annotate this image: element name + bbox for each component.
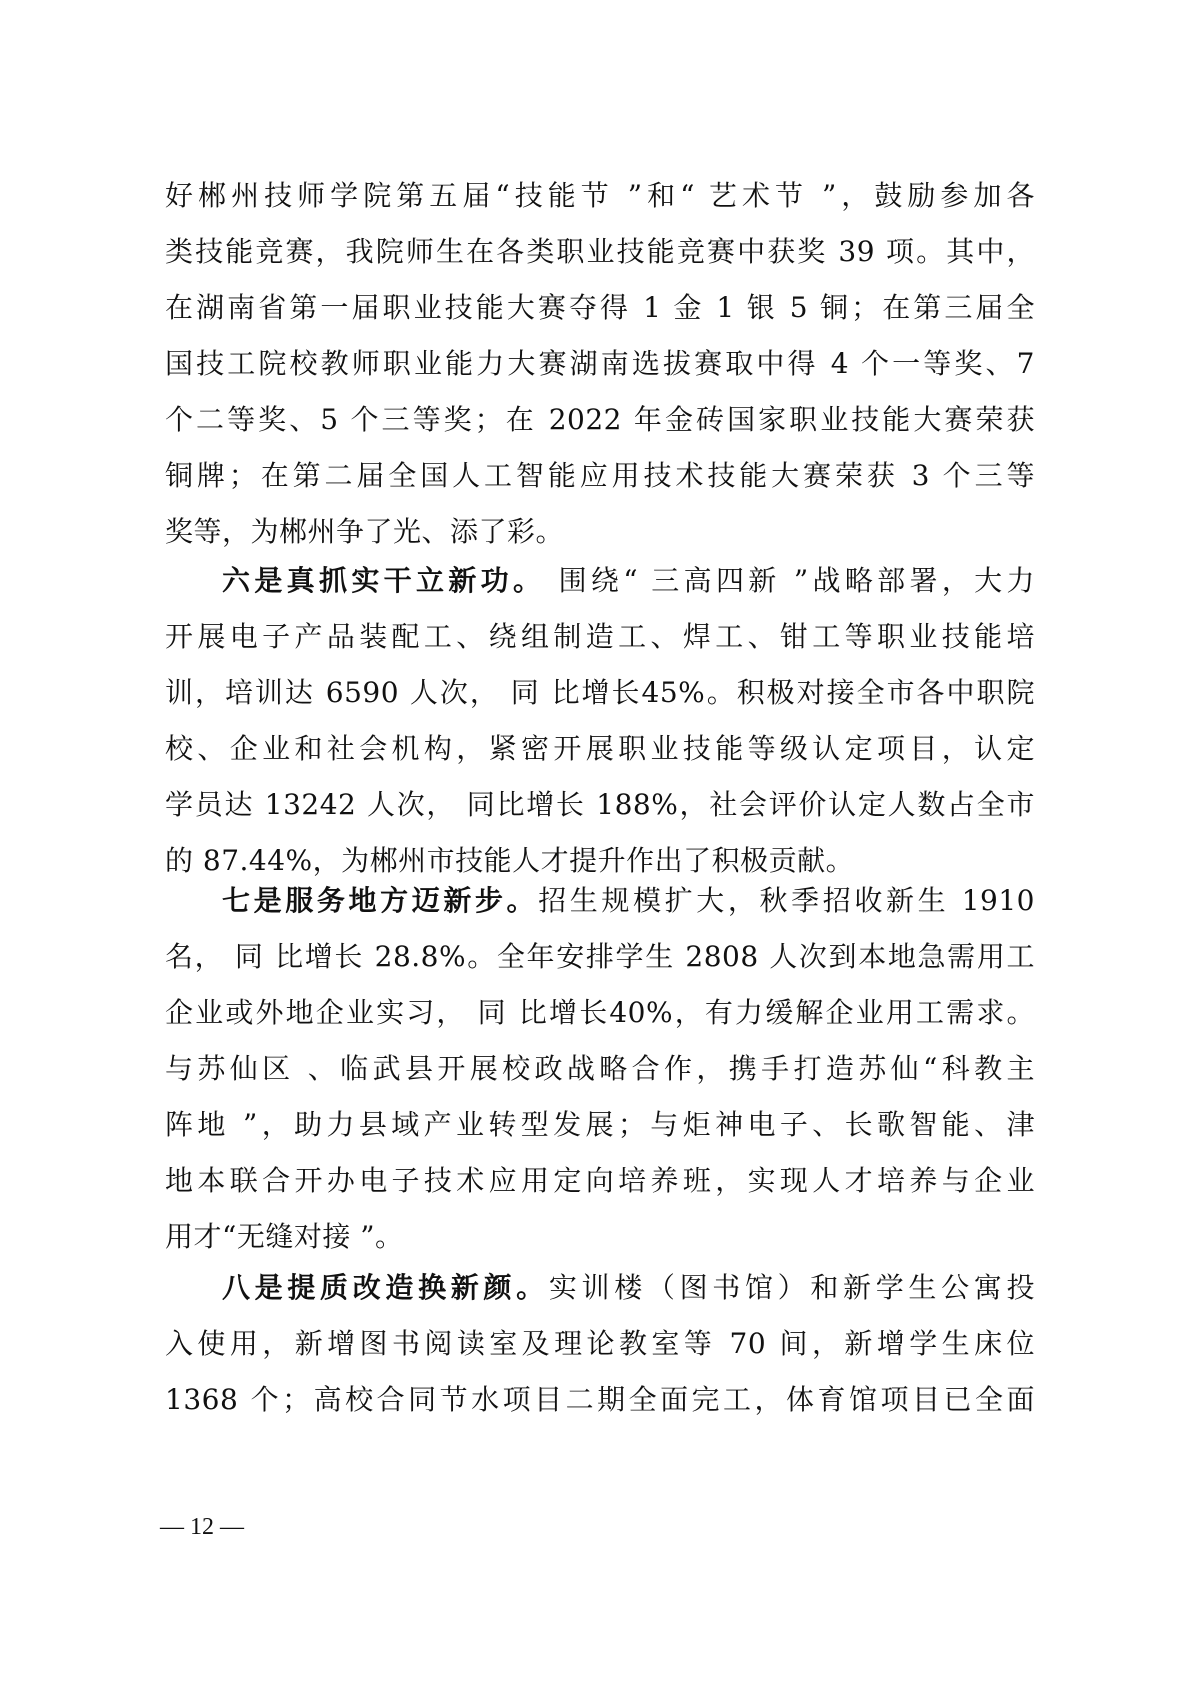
paragraph-six: [165, 553, 1035, 889]
text-line: 铜牌；在第二届全国人工智能应用技术技能大赛荣获 3 个三等: [165, 459, 1035, 492]
text-line: 奖等，为郴州争了光、添了彩。: [165, 515, 565, 548]
page-number: — 12 —: [160, 1514, 244, 1540]
text-line: 名， 同 比增长 28.8%。全年安排学生 2808 人次到本地急需用工: [165, 940, 1035, 973]
text-line: 开展电子产品装配工、绕组制造工、焊工、钳工等职业技能培: [165, 620, 1035, 653]
paragraph-seven: [165, 873, 1035, 1265]
text-line: [165, 873, 1035, 929]
text-line: 在湖南省第一届职业技能大赛夺得 1 金 1 银 5 铜；在第三届全: [165, 291, 1035, 324]
text-line: 阵地 ”，助力县域产业转型发展；与炬神电子、长歌智能、津: [165, 1108, 1035, 1141]
text-line: 1368 个；高校合同节水项目二期全面完工，体育馆项目已全面: [165, 1383, 1035, 1416]
text-line: 国技工院校教师职业能力大赛湖南选拔赛取中得 4 个一等奖、7: [165, 347, 1035, 380]
paragraph-first-line: 实训楼（图书馆）和新学生公寓投: [548, 1271, 1035, 1304]
text-line: 的 87.44%，为郴州市技能人才提升作出了积极贡献。: [165, 844, 855, 877]
text-line: 用才“无缝对接 ”。: [165, 1220, 404, 1253]
text-line: 训，培训达 6590 人次， 同 比增长45%。积极对接全市各中职院: [165, 676, 1035, 709]
text-line: 地本联合开办电子技术应用定向培养班，实现人才培养与企业: [165, 1164, 1035, 1197]
paragraph-first-line: 招生规模扩大，秋季招收新生 1910: [538, 884, 1035, 917]
text-line: [165, 1260, 1035, 1316]
text-line: [165, 553, 1035, 609]
paragraph-first-line: 围绕“ 三高四新 ”战略部署，大力: [558, 564, 1035, 597]
text-line: 学员达 13242 人次， 同比增长 188%，社会评价认定人数占全市: [165, 788, 1035, 821]
text-line: 好郴州技师学院第五届“技能节 ”和“ 艺术节 ”，鼓励参加各: [165, 179, 1035, 212]
text-line: 与苏仙区 、临武县开展校政战略合作，携手打造苏仙“科教主: [165, 1052, 1035, 1085]
text-line: 入使用，新增图书阅读室及理论教室等 70 间，新增学生床位: [165, 1327, 1035, 1360]
paragraph-lead: 六是真抓实干立新功。: [222, 564, 546, 597]
text-line: 校、企业和社会机构，紧密开展职业技能等级认定项目，认定: [165, 732, 1035, 765]
paragraph-lead: 八是提质改造换新颜。: [222, 1271, 549, 1304]
paragraph-lead: 七是服务地方迈新步。: [222, 884, 539, 917]
paragraph-skills-competition: [165, 168, 1035, 560]
text-line: 个二等奖、5 个三等奖；在 2022 年金砖国家职业技能大赛荣获: [165, 403, 1035, 436]
text-line: 类技能竞赛，我院师生在各类职业技能竞赛中获奖 39 项。其中，: [165, 235, 1035, 268]
paragraph-eight: [165, 1260, 1035, 1428]
text-line: 企业或外地企业实习， 同 比增长40%，有力缓解企业用工需求。: [165, 996, 1035, 1029]
